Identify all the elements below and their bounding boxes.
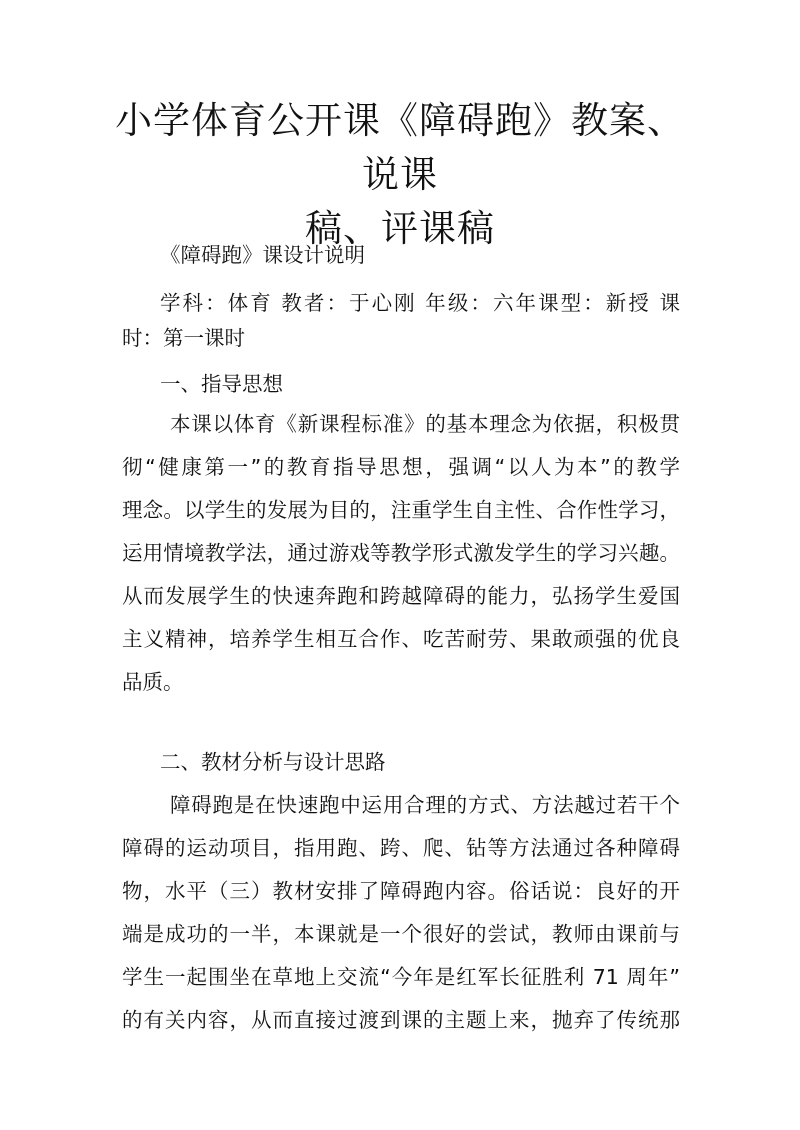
section-2-heading: 二、教材分析与设计思路 — [160, 750, 386, 774]
section-1-line-2: 彻“健康第一”的教育指导思想，强调“以人为本”的教学 — [122, 455, 680, 479]
section-1-line-7: 品质。 — [122, 670, 184, 694]
section-1-line-3: 理念。以学生的发展为目的，注重学生自主性、合作性学习， — [122, 498, 680, 522]
meta-line-2: 时：第一课时 — [122, 326, 245, 350]
section-1-heading: 一、指导思想 — [160, 372, 283, 396]
section-2-line-6: 的有关内容，从而直接过渡到课的主题上来，抛弃了传统那 — [122, 1008, 680, 1032]
section-2-line-3: 物，水平（三）教材安排了障碍跑内容。俗话说：良好的开 — [122, 879, 680, 903]
section-2-line-5: 学生一起围坐在草地上交流“今年是红军长征胜利 71 周年” — [122, 965, 680, 989]
section-2-line-1: 障碍跑是在快速跑中运用合理的方式、方法越过若干个 — [170, 793, 680, 817]
title-line-1: 小学体育公开课《障碍跑》教案、说课 — [115, 99, 685, 196]
section-2-line-2: 障碍的运动项目，指用跑、跨、爬、钻等方法通过各种障碍 — [122, 836, 680, 860]
section-1-line-6: 主义精神，培养学生相互合作、吃苦耐劳、果敢顽强的优良 — [122, 627, 680, 651]
section-1-line-5: 从而发展学生的快速奔跑和跨越障碍的能力，弘扬学生爱国 — [122, 584, 680, 608]
title-line-2: 稿、评课稿 — [305, 207, 495, 250]
section-1-line-1: 本课以体育《新课程标准》的基本理念为依据，积极贯 — [170, 412, 680, 436]
section-1-line-4: 运用情境教学法，通过游戏等教学形式激发学生的学习兴趣。 — [122, 541, 680, 565]
section-2-line-4: 端是成功的一半，本课就是一个很好的尝试，教师由课前与 — [122, 922, 680, 946]
subtitle: 《障碍跑》课设计说明 — [160, 243, 365, 267]
document-title — [110, 94, 690, 256]
meta-line-1: 学科：体育 教者：于心刚 年级：六年课型：新授 课 — [160, 291, 680, 315]
